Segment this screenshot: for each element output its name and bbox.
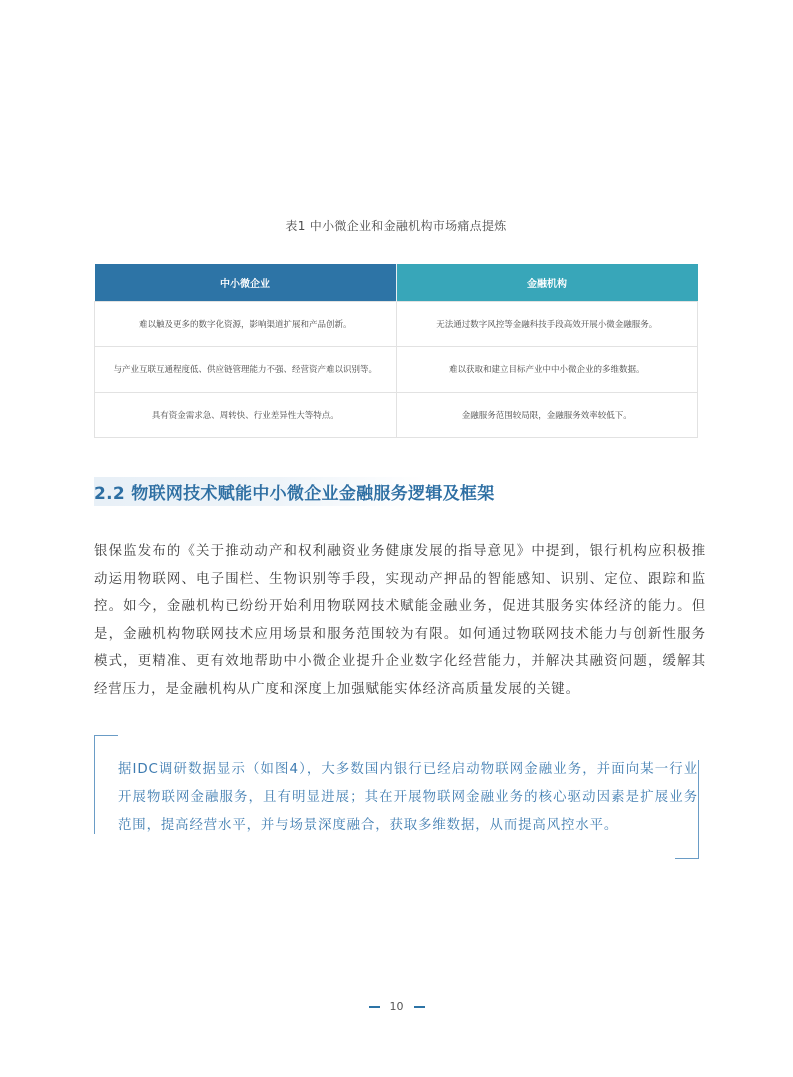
bracket-right-horizontal — [675, 858, 699, 859]
header-sme: 中小微企业 — [95, 264, 397, 301]
table-caption: 表1 中小微企业和金融机构市场痛点提炼 — [285, 219, 507, 233]
table-cell-fin: 无法通过数字风控等金融科技手段高效开展小微金融服务。 — [396, 301, 698, 347]
table-header-row — [95, 264, 698, 301]
table-cell-sme: 具有资金需求急、周转快、行业差异性大等特点。 — [95, 392, 397, 438]
table-cell-fin: 金融服务范围较局限，金融服务效率较低下。 — [396, 392, 698, 438]
footer-dash-right — [414, 1006, 425, 1008]
body-paragraph: 银保监发布的《关于推动动产和权利融资业务健康发展的指导意见》中提到，银行机构应积极推动运用物联网、电子围栏、生物识别等手段，实现动产押品的智能感知、识别、定位、跟踪和监控。如今，金融机构已纷纷开始利用物联网技术赋能金融业务，促进其服务实体经济的能力。但是，金融机构物联网技术应用场景和服务范围较为有限。如何通过物联网技术能力与创新性服务模式，更精准、更有效地帮助中小微企业提升企业数字化经营能力，并解决其融资问题，缓解其经营压力，是金融机构从广度和深度上加强赋能实体经济高质量发展的关键。 — [94, 544, 706, 697]
callout-text: 据IDC调研数据显示（如图4），大多数国内银行已经启动物联网金融业务，并面向某一行业开展物联网金融服务，且有明显进展；其在开展物联网金融业务的核心驱动因素是扩展业务范围，提高经营水平，并与场景深度融合，获取多维数据，从而提高风控水平。 — [118, 762, 698, 833]
bracket-left-vertical — [94, 735, 95, 834]
bracket-left-horizontal — [94, 735, 118, 736]
callout-box — [94, 735, 699, 859]
section-heading — [94, 477, 495, 506]
table-cell-sme: 与产业互联互通程度低、供应链管理能力不强、经营资产难以识别等。 — [95, 347, 397, 393]
pain-points-table — [94, 264, 698, 438]
table-cell-sme: 难以触及更多的数字化资源，影响渠道扩展和产品创新。 — [95, 301, 397, 347]
table-row — [95, 347, 698, 393]
table-cell-fin: 难以获取和建立目标产业中中小微企业的多维数据。 — [396, 347, 698, 393]
table-row — [95, 301, 698, 347]
bracket-right-vertical — [698, 760, 699, 859]
footer-dash-left — [369, 1006, 380, 1008]
table-row — [95, 392, 698, 438]
page-number: 10 — [389, 1000, 404, 1013]
page-footer — [0, 1000, 793, 1013]
section-heading-text: 2.2 物联网技术赋能中小微企业金融服务逻辑及框架 — [94, 484, 495, 504]
header-financial-institution: 金融机构 — [396, 264, 698, 301]
